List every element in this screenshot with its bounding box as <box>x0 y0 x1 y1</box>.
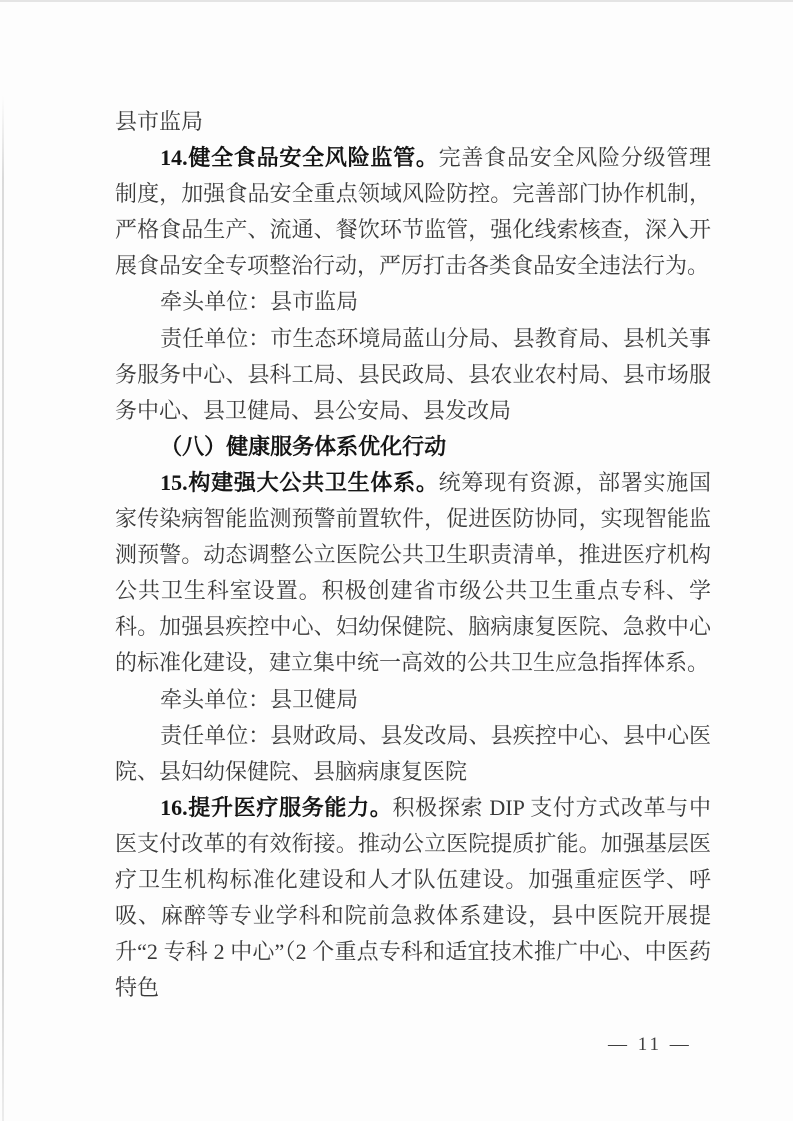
paragraph-text: 责任单位：县财政局、县发改局、县疾控中心、县中心医院、县妇幼保健院、县脑病康复医院 <box>115 722 711 784</box>
responsible-units-15 <box>115 718 711 790</box>
paragraph-text: 完善食品安全风险分级管理制度，加强食品安全重点领域风险防控。完善部门协作机制，严格食品生产、流通、餐饮环节监管，强化线索核查，深入开展食品安全专项整治行动，严厉打击各类食品安全违法行为。 <box>115 145 711 279</box>
item-15-paragraph <box>115 465 711 682</box>
continuation-line <box>115 104 711 140</box>
paragraph-text: 县市监局 <box>115 109 204 134</box>
paragraph-text: 统筹现有资源，部署实施国家传染病智能监测预警前置软件，促进医防协同，实现智能监测预警。动态调整公立医院公共卫生职责清单，推进医疗机构公共卫生科室设置。积极创建省市级公共卫生重点专科、学科。加强县疾控中心、妇幼保健院、脑病康复医院、急救中心的标准化建设，建立集中统一高效的公共卫生应急指挥体系。 <box>115 469 711 676</box>
paragraph-lead-bold-text: 14.健全食品安全风险监管。 <box>160 145 439 171</box>
paragraph-lead-bold-text: （八）健康服务体系优化行动 <box>160 433 447 459</box>
document-body <box>115 104 711 1006</box>
scan-artifact-left-edge <box>2 96 4 1121</box>
paragraph-text: 积极探索 DIP 支付方式改革与中医支付改革的有效衔接。推动公立医院提质扩能。加强基层医疗卫生机构标准化建设和人才队伍建设。加强重症医学、呼吸、麻醉等专业学科和院前急救体系建设，县中医院开展提升“2 专科 2 中心”（2 个重点专科和适宜技术推广中心、中医药特色 <box>115 794 711 1001</box>
paragraph-lead-bold-text: 16.提升医疗服务能力。 <box>160 794 393 820</box>
page-number: — 11 — <box>608 1034 692 1055</box>
item-14-paragraph <box>115 140 711 284</box>
scan-artifact-top-edge <box>0 0 793 2</box>
lead-unit-line-14 <box>115 284 711 320</box>
paragraph-text: 责任单位：市生态环境局蓝山分局、县教育局、县机关事务服务中心、县科工局、县民政局、县农业农村局、县市场服务中心、县卫健局、县公安局、县发改局 <box>115 325 711 423</box>
responsible-units-14 <box>115 321 711 429</box>
paragraph-text: 牵头单位：县卫健局 <box>160 686 359 712</box>
paragraph-lead-bold-text: 15.构建强大公共卫生体系。 <box>160 469 439 495</box>
paragraph-text: 牵头单位：县市监局 <box>160 289 359 315</box>
lead-unit-line-15 <box>115 682 711 718</box>
item-16-paragraph <box>115 790 711 1007</box>
section-8-heading <box>115 429 711 465</box>
